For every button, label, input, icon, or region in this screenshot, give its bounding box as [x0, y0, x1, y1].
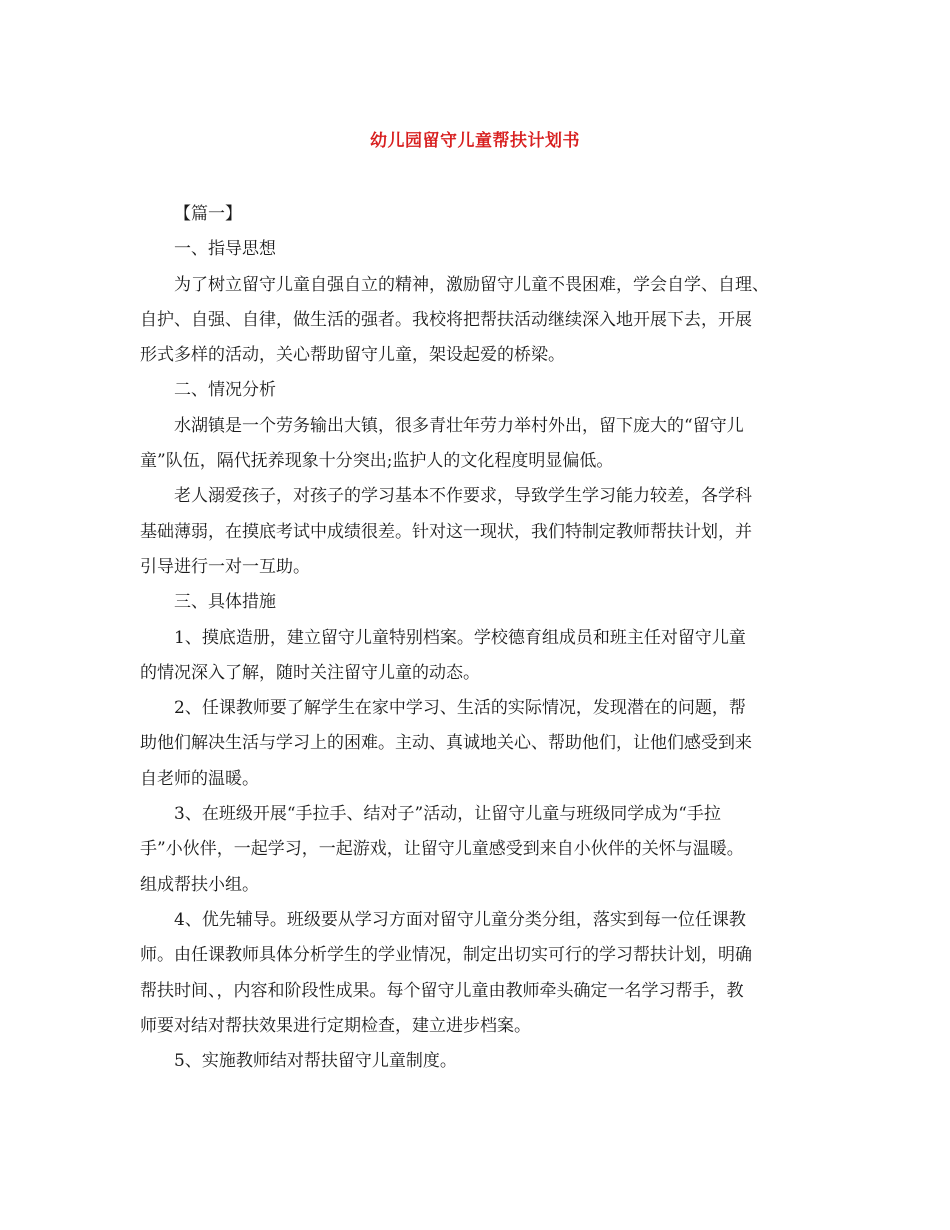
text-line: 形式多样的活动，关心帮助留守儿童，架设起爱的桥梁。	[140, 345, 565, 366]
text-line: 帮扶时间、，内容和阶段性成果。每个留守儿童由教师牵头确定一名学习帮手，教	[140, 980, 744, 1001]
text-line: 5、实施教师结对帮扶留守儿童制度。	[174, 1051, 457, 1072]
text-line: 3、在班级开展“手拉手、结对子”活动，让留守儿童与班级同学成为“手拉	[174, 804, 721, 825]
text-line: 2、任课教师要了解学生在家中学习、生活的实际情况，发现潜在的问题，帮	[174, 698, 746, 719]
text-line: 为了树立留守儿童自强自立的精神，激励留守儿童不畏困难，学会自学、自理、	[174, 274, 769, 295]
text-line: 基础薄弱，在摸底考试中成绩很差。针对这一现状，我们特制定教师帮扶计划，并	[140, 521, 752, 542]
text-line: 二、情况分析	[174, 380, 276, 401]
text-line: 助他们解决生活与学习上的困难。主动、真诚地关心、帮助他们，让他们感受到来	[140, 733, 752, 754]
text-line: 一、指导思想	[174, 239, 276, 260]
text-line: 引导进行一对一互助。	[140, 556, 310, 577]
text-line: 4、优先辅导。班级要从学习方面对留守儿童分类分组，落实到每一位任课教	[174, 909, 746, 930]
document-title: 幼儿园留守儿童帮扶计划书	[370, 131, 580, 151]
text-line: 三、具体措施	[174, 592, 276, 613]
text-line: 师。由任课教师具体分析学生的学业情况，制定出切实可行的学习帮扶计划，明确	[140, 945, 752, 966]
text-line: 自老师的温暖。	[140, 768, 259, 789]
text-line: 组成帮扶小组。	[140, 874, 259, 895]
document-body	[140, 197, 830, 1079]
text-line: 童”队伍，隔代抚养现象十分突出;监护人的文化程度明显偏低。	[140, 451, 614, 472]
text-line: 自护、自强、自律，做生活的强者。我校将把帮扶活动继续深入地开展下去，开展	[140, 309, 752, 330]
text-line: 水湖镇是一个劳务输出大镇，很多青壮年劳力举村外出，留下庞大的“留守儿	[174, 415, 744, 436]
text-line: 1、摸底造册，建立留守儿童特别档案。学校德育组成员和班主任对留守儿童	[174, 627, 746, 648]
text-line: 【篇一】	[174, 204, 242, 224]
text-line: 师要对结对帮扶效果进行定期检查，建立进步档案。	[140, 1015, 531, 1036]
text-line: 老人溺爱孩子，对孩子的学习基本不作要求，导致学生学习能力较差，各学科	[174, 486, 752, 507]
text-line: 的情况深入了解，随时关注留守儿童的动态。	[140, 662, 480, 683]
text-line: 手”小伙伴，一起学习，一起游戏，让留守儿童感受到来自小伙伴的关怀与温暖。	[140, 839, 744, 860]
